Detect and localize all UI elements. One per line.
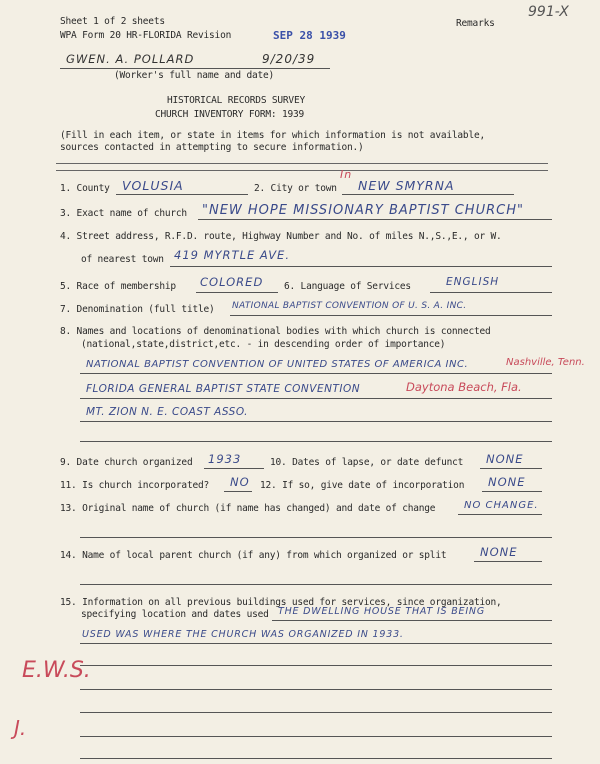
q8-note-2: Daytona Beach, Fla.: [406, 380, 522, 394]
q8-body-3: MT. ZION N. E. COAST ASSO.: [86, 406, 248, 418]
instructions-line-2: sources contacted in attempting to secure information.): [60, 142, 364, 153]
q9-organized-value: 1933: [208, 452, 242, 466]
sheet-count: Sheet 1 of 2 sheets: [60, 16, 165, 27]
q10-label: 10. Dates of lapse, or date defunct: [270, 457, 464, 468]
form-title: CHURCH INVENTORY FORM: 1939: [155, 109, 305, 120]
q13-label: 13. Original name of church (if name has changed) and date of change: [60, 503, 436, 514]
q2-correction: In: [340, 168, 353, 181]
q15-buildings-1: THE DWELLING HOUSE THAT IS BEING: [278, 606, 485, 617]
q8-body-2: FLORIDA GENERAL BAPTIST STATE CONVENTION: [86, 383, 361, 395]
q11-incorporated-value: NO: [230, 475, 250, 489]
q4-label-b: of nearest town: [81, 254, 164, 265]
q12-incorporation-date: NONE: [488, 475, 526, 489]
q6-language-value: ENGLISH: [446, 276, 500, 288]
q8-label-b: (national,state,district,etc. - in descending order of importance): [81, 339, 446, 350]
q4-address-value: 419 MYRTLE AVE.: [174, 248, 290, 262]
q8-note-1: Nashville, Tenn.: [506, 357, 585, 368]
worker-caption: (Worker's full name and date): [114, 70, 275, 81]
q7-label: 7. Denomination (full title): [60, 304, 215, 315]
q3-church-name: "NEW HOPE MISSIONARY BAPTIST CHURCH": [202, 203, 524, 218]
q8-body-1: NATIONAL BAPTIST CONVENTION OF UNITED STATES OF AMERICA INC.: [86, 359, 469, 370]
q7-denomination-value: NATIONAL BAPTIST CONVENTION OF U. S. A. INC.: [232, 301, 467, 311]
q6-label: 6. Language of Services: [284, 281, 411, 292]
q15-label-b: specifying location and dates used: [81, 609, 269, 620]
q10-defunct-value: NONE: [486, 452, 524, 466]
q14-label: 14. Name of local parent church (if any) from which organized or split: [60, 550, 447, 561]
form-number: WPA Form 20 HR-FLORIDA Revision: [60, 30, 232, 41]
q2-label: 2. City or town: [254, 183, 337, 194]
q15-buildings-2: USED WAS WHERE THE CHURCH WAS ORGANIZED IN 1933.: [82, 629, 404, 640]
q1-label: 1. County: [60, 183, 110, 194]
q5-label: 5. Race of membership: [60, 281, 176, 292]
q3-label: 3. Exact name of church: [60, 208, 187, 219]
q1-county-value: VOLUSIA: [122, 178, 184, 193]
q15-label-a: 15. Information on all previous buildings used for services, since organization,: [60, 597, 502, 608]
q2-city-value: NEW SMYRNA: [358, 178, 455, 193]
q13-change-value: NO CHANGE.: [464, 500, 539, 511]
instructions-line-1: (Fill in each item, or state in items for which information is not available,: [60, 130, 486, 141]
q5-race-value: COLORED: [200, 275, 264, 289]
q8-label-a: 8. Names and locations of denominational bodies with which church is connected: [60, 326, 491, 337]
editor-initials: E.W.S.: [22, 658, 91, 683]
checker-initial: J.: [14, 716, 27, 740]
q11-label: 11. Is church incorporated?: [60, 480, 210, 491]
q12-label: 12. If so, give date of incorporation: [260, 480, 465, 491]
pencil-file-number: 991-X: [528, 4, 569, 20]
received-date-stamp: SEP 28 1939: [273, 29, 346, 42]
survey-title: HISTORICAL RECORDS SURVEY: [167, 95, 305, 106]
q9-label: 9. Date church organized: [60, 457, 193, 468]
worker-name: GWEN. A. POLLARD: [66, 52, 195, 66]
worker-date: 9/20/39: [262, 52, 316, 66]
q4-label-a: 4. Street address, R.F.D. route, Highway Number and No. of miles N.,S.,E., or W.: [60, 231, 502, 242]
q14-parent-value: NONE: [480, 545, 518, 559]
remarks-heading: Remarks: [456, 18, 495, 29]
